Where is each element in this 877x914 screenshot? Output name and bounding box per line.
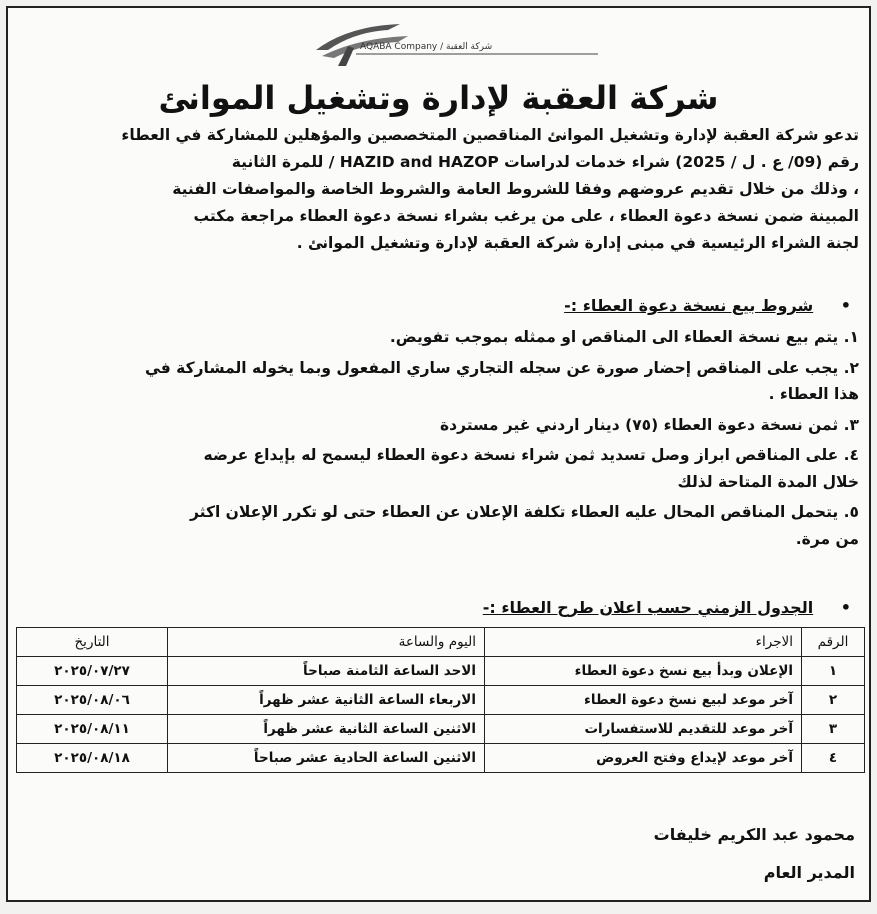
condition-item: ٣. ثمن نسخة دعوة العطاء (٧٥) دينار اردني غير مستردة: [439, 415, 859, 434]
intro-line: رقم (09/ ع . ل / 2025) شراء خدمات لدراسات HAZID and HAZOP / للمرة الثانية: [231, 153, 859, 171]
cell-date: ٢٠٢٥/٠٨/١٨: [17, 744, 168, 773]
signatory-name: محمود عبد الكريم خليفات: [653, 825, 855, 844]
cell-day-time: الاثنين الساعة الثانية عشر ظهراً: [168, 715, 485, 744]
bullet-icon: •: [840, 296, 851, 315]
cell-date: ٢٠٢٥/٠٨/١١: [17, 715, 168, 744]
cell-num: ٣: [802, 715, 865, 744]
table-row: [17, 657, 865, 686]
condition-item-cont: خلال المدة المتاحة لذلك: [677, 472, 859, 491]
cell-day-time: الاحد الساعة الثامنة صباحاً: [168, 657, 485, 686]
condition-item: ٥. يتحمل المناقص المحال عليه العطاء تكلفة الإعلان عن العطاء حتى لو تكرر الإعلان اكثر: [189, 503, 859, 521]
cell-date: ٢٠٢٥/٠٧/٢٧: [17, 657, 168, 686]
schedule-table: [16, 627, 865, 773]
intro-line: لجنة الشراء الرئيسية في مبنى إدارة شركة العقبة لإدارة وتشغيل الموانئ .: [296, 234, 859, 252]
cell-num: ١: [802, 657, 865, 686]
condition-item-cont: هذا العطاء .: [768, 385, 859, 403]
cell-num: ٤: [802, 744, 865, 773]
column-header-date: التاريخ: [17, 628, 168, 657]
company-logo: [308, 16, 608, 76]
tender-announcement: [6, 6, 871, 902]
schedule-heading: • الجدول الزمني حسب اعلان طرح العطاء :-: [482, 598, 851, 617]
conditions-heading: • شروط بيع نسخة دعوة العطاء :-: [564, 296, 851, 315]
cell-num: ٢: [802, 686, 865, 715]
condition-item: ١. يتم بيع نسخة العطاء الى المناقص او ممثله بموجب تفويض.: [389, 328, 859, 346]
intro-line: تدعو شركة العقبة لإدارة وتشغيل الموانئ المناقصين المتخصصين والمؤهلين للمشاركة في العطاء: [121, 126, 859, 144]
intro-line: المبينة ضمن نسخة دعوة العطاء ، على من يرغب بشراء نسخة دعوة العطاء مراجعة مكتب: [193, 207, 859, 225]
conditions-list: [22, 324, 859, 552]
condition-item: ٤. على المناقص ابراز وصل تسديد ثمن شراء نسخة دعوة العطاء ليسمح له بإيداع عرضه: [203, 446, 859, 464]
cell-procedure: الإعلان وبدأ بيع نسخ دعوة العطاء: [485, 657, 802, 686]
logo-caption: AQABA Company / شركة العقبة: [360, 42, 493, 52]
cell-procedure: آخر موعد لإيداع وفتح العروض: [485, 744, 802, 773]
cell-procedure: آخر موعد لبيع نسخ دعوة العطاء: [485, 686, 802, 715]
cell-day-time: الاثنين الساعة الحادية عشر صباحاً: [168, 744, 485, 773]
intro-line: ، وذلك من خلال تقديم عروضهم وفقا للشروط العامة والشروط الخاصة والمواصفات الفنية: [172, 180, 859, 198]
cell-day-time: الاربعاء الساعة الثانية عشر ظهراً: [168, 686, 485, 715]
bullet-icon: •: [840, 598, 851, 617]
condition-item: ٢. يجب على المناقص إحضار صورة عن سجله التجاري ساري المفعول وبما يخوله المشاركة في: [144, 358, 859, 377]
table-row: [17, 744, 865, 773]
intro-paragraph: [22, 122, 859, 257]
column-header-procedure: الاجراء: [485, 628, 802, 657]
cell-procedure: آخر موعد للتقديم للاستفسارات: [485, 715, 802, 744]
page-title: شركة العقبة لإدارة وتشغيل الموانئ: [158, 79, 719, 117]
table-row: [17, 686, 865, 715]
cell-date: ٢٠٢٥/٠٨/٠٦: [17, 686, 168, 715]
table-header-row: [17, 628, 865, 657]
condition-item-cont: من مرة.: [795, 529, 859, 548]
column-header-num: الرقم: [802, 628, 865, 657]
table-row: [17, 715, 865, 744]
column-header-day-time: اليوم والساعة: [168, 628, 485, 657]
signatory-position: المدير العام: [763, 863, 855, 882]
